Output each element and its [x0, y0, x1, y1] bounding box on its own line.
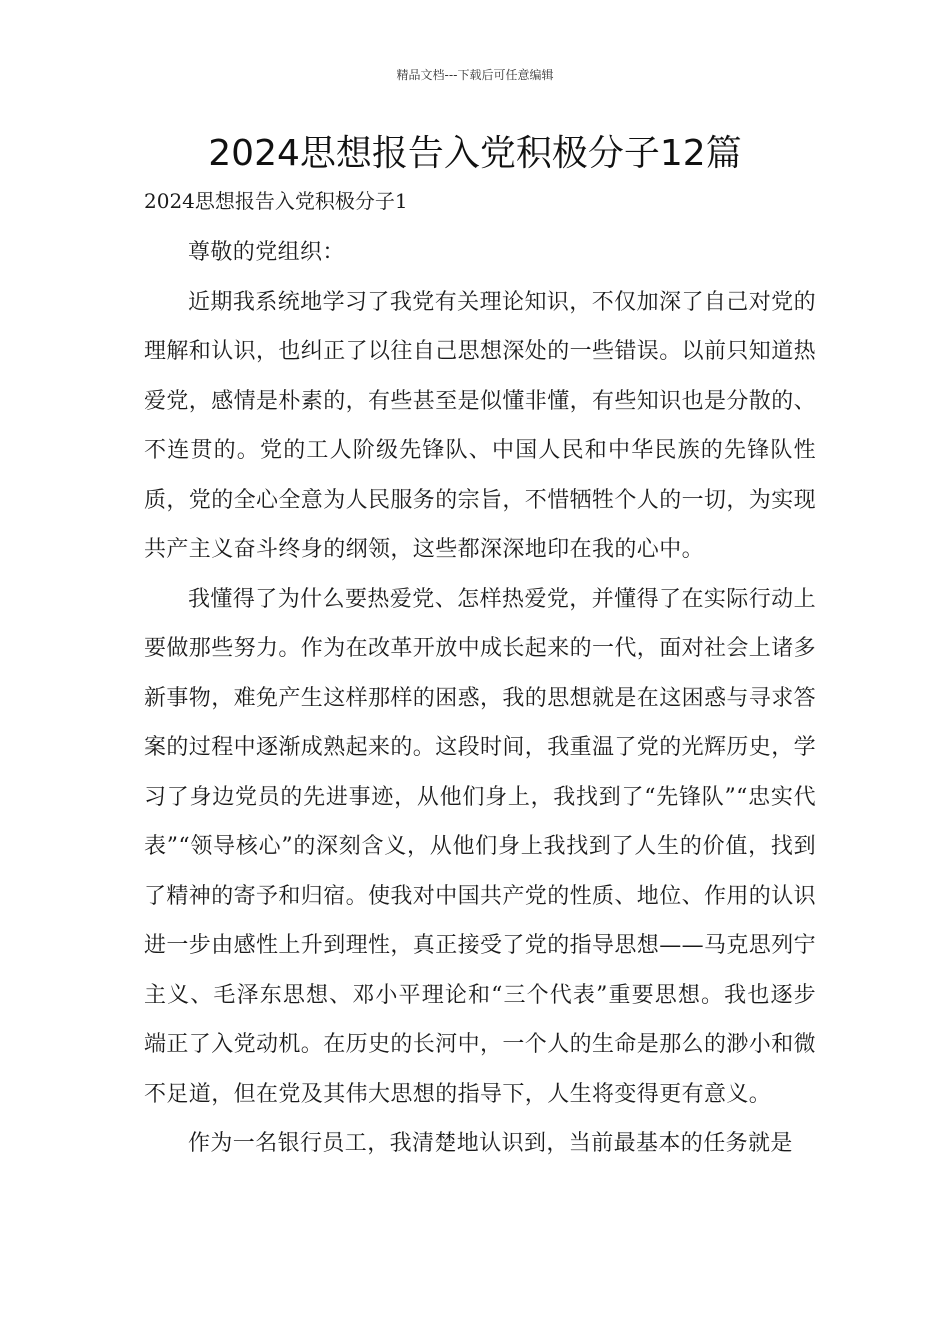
- paragraph: 近期我系统地学习了我党有关理论知识，不仅加深了自己对党的理解和认识，也纠正了以往自己思想深处的一些错误。以前只知道热爱党，感情是朴素的，有些甚至是似懂非懂，有些知识也是分散的、不连贯的。党的工人阶级先锋队、中国人民和中华民族的先锋队性质，党的全心全意为人民服务的宗旨，不惜牺牲个人的一切，为实现共产主义奋斗终身的纲领，这些都深深地印在我的心中。: [144, 289, 817, 562]
- section-subtitle: 2024思想报告入党积极分子1: [144, 189, 408, 213]
- salutation: 尊敬的党组织：: [188, 240, 345, 265]
- paragraph: 作为一名银行员工，我清楚地认识到，当前最基本的任务就是: [188, 1131, 793, 1156]
- paragraph: 我懂得了为什么要热爱党、怎样热爱党，并懂得了在实际行动上要做那些努力。作为在改革开放中成长起来的一代，面对社会上诸多新事物，难免产生这样那样的困惑，我的思想就是在这困惑与寻求答案的过程中逐渐成熟起来的。这段时间，我重温了党的光辉历史，学习了身边党员的先进事迹，从他们身上，我找到了“先锋队”“忠实代表”“领导核心”的深刻含义，从他们身上我找到了人生的价值，找到了精神的寄予和归宿。使我对中国共产党的性质、地位、作用的认识进一步由感性上升到理性，真正接受了党的指导思想——马克思列宁主义、毛泽东思想、邓小平理论和“三个代表”重要思想。我也逐步端正了入党动机。在历史的长河中，一个人的生命是那么的渺小和微不足道，但在党及其伟大思想的指导下，人生将变得更有意义。: [144, 586, 817, 1107]
- document-title: 2024思想报告入党积极分子12篇: [208, 133, 742, 174]
- document-body: [144, 228, 816, 1169]
- header-note: 精品文档---下载后可任意编辑: [396, 68, 554, 82]
